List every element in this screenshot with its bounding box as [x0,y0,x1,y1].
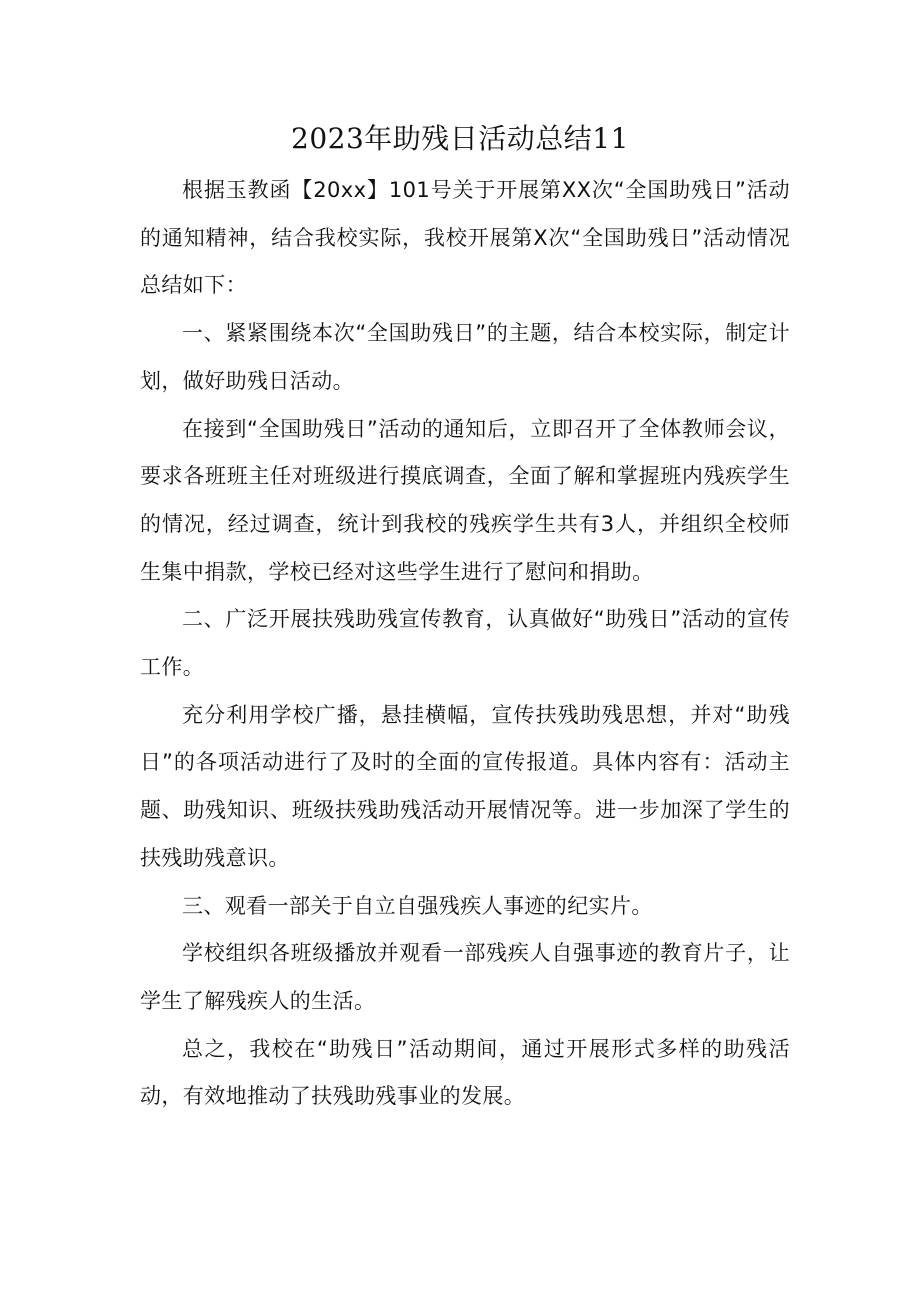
section-heading-3: 三、观看一部关于自立自强残疾人事迹的纪实片。 [182,893,653,918]
section-1-paragraph: 在接到“全国助残日”活动的通知后，立即召开了全体教师会议，要求各班班主任对班级进行摸底调查，全面了解和掌握班内残疾学生的情况，经过调查，统计到我校的残疾学生共有3人，并组织全校师生集中捐款，学校已经对这些学生进行了慰问和捐助。 [140,416,790,584]
document-body [140,167,790,1121]
section-heading-1: 一、紧紧围绕本次“全国助残日”的主题，结合本校实际，制定计划，做好助残日活动。 [140,321,790,393]
section-heading-2: 二、广泛开展扶残助残宣传教育，认真做好“助残日”活动的宣传工作。 [140,607,790,680]
section-3-paragraph: 学校组织各班级播放并观看一部残疾人自强事迹的教育片子，让学生了解残疾人的生活。 [140,941,790,1013]
intro-paragraph: 根据玉教函【20xx】101号关于开展第XX次“全国助残日”活动的通知精神，结合我校实际，我校开展第X次“全国助残日”活动情况总结如下： [140,178,790,298]
conclusion-paragraph: 总之，我校在“助残日”活动期间，通过开展形式多样的助残活动，有效地推动了扶残助残事业的发展。 [140,1036,790,1109]
section-2-paragraph: 充分利用学校广播，悬挂横幅，宣传扶残助残思想，并对“助残日”的各项活动进行了及时的全面的宣传报道。具体内容有：活动主题、助残知识、班级扶残助残活动开展情况等。进一步加深了学生的扶残助残意识。 [140,702,790,870]
document-title: 2023年助残日活动总结11 [291,122,629,155]
